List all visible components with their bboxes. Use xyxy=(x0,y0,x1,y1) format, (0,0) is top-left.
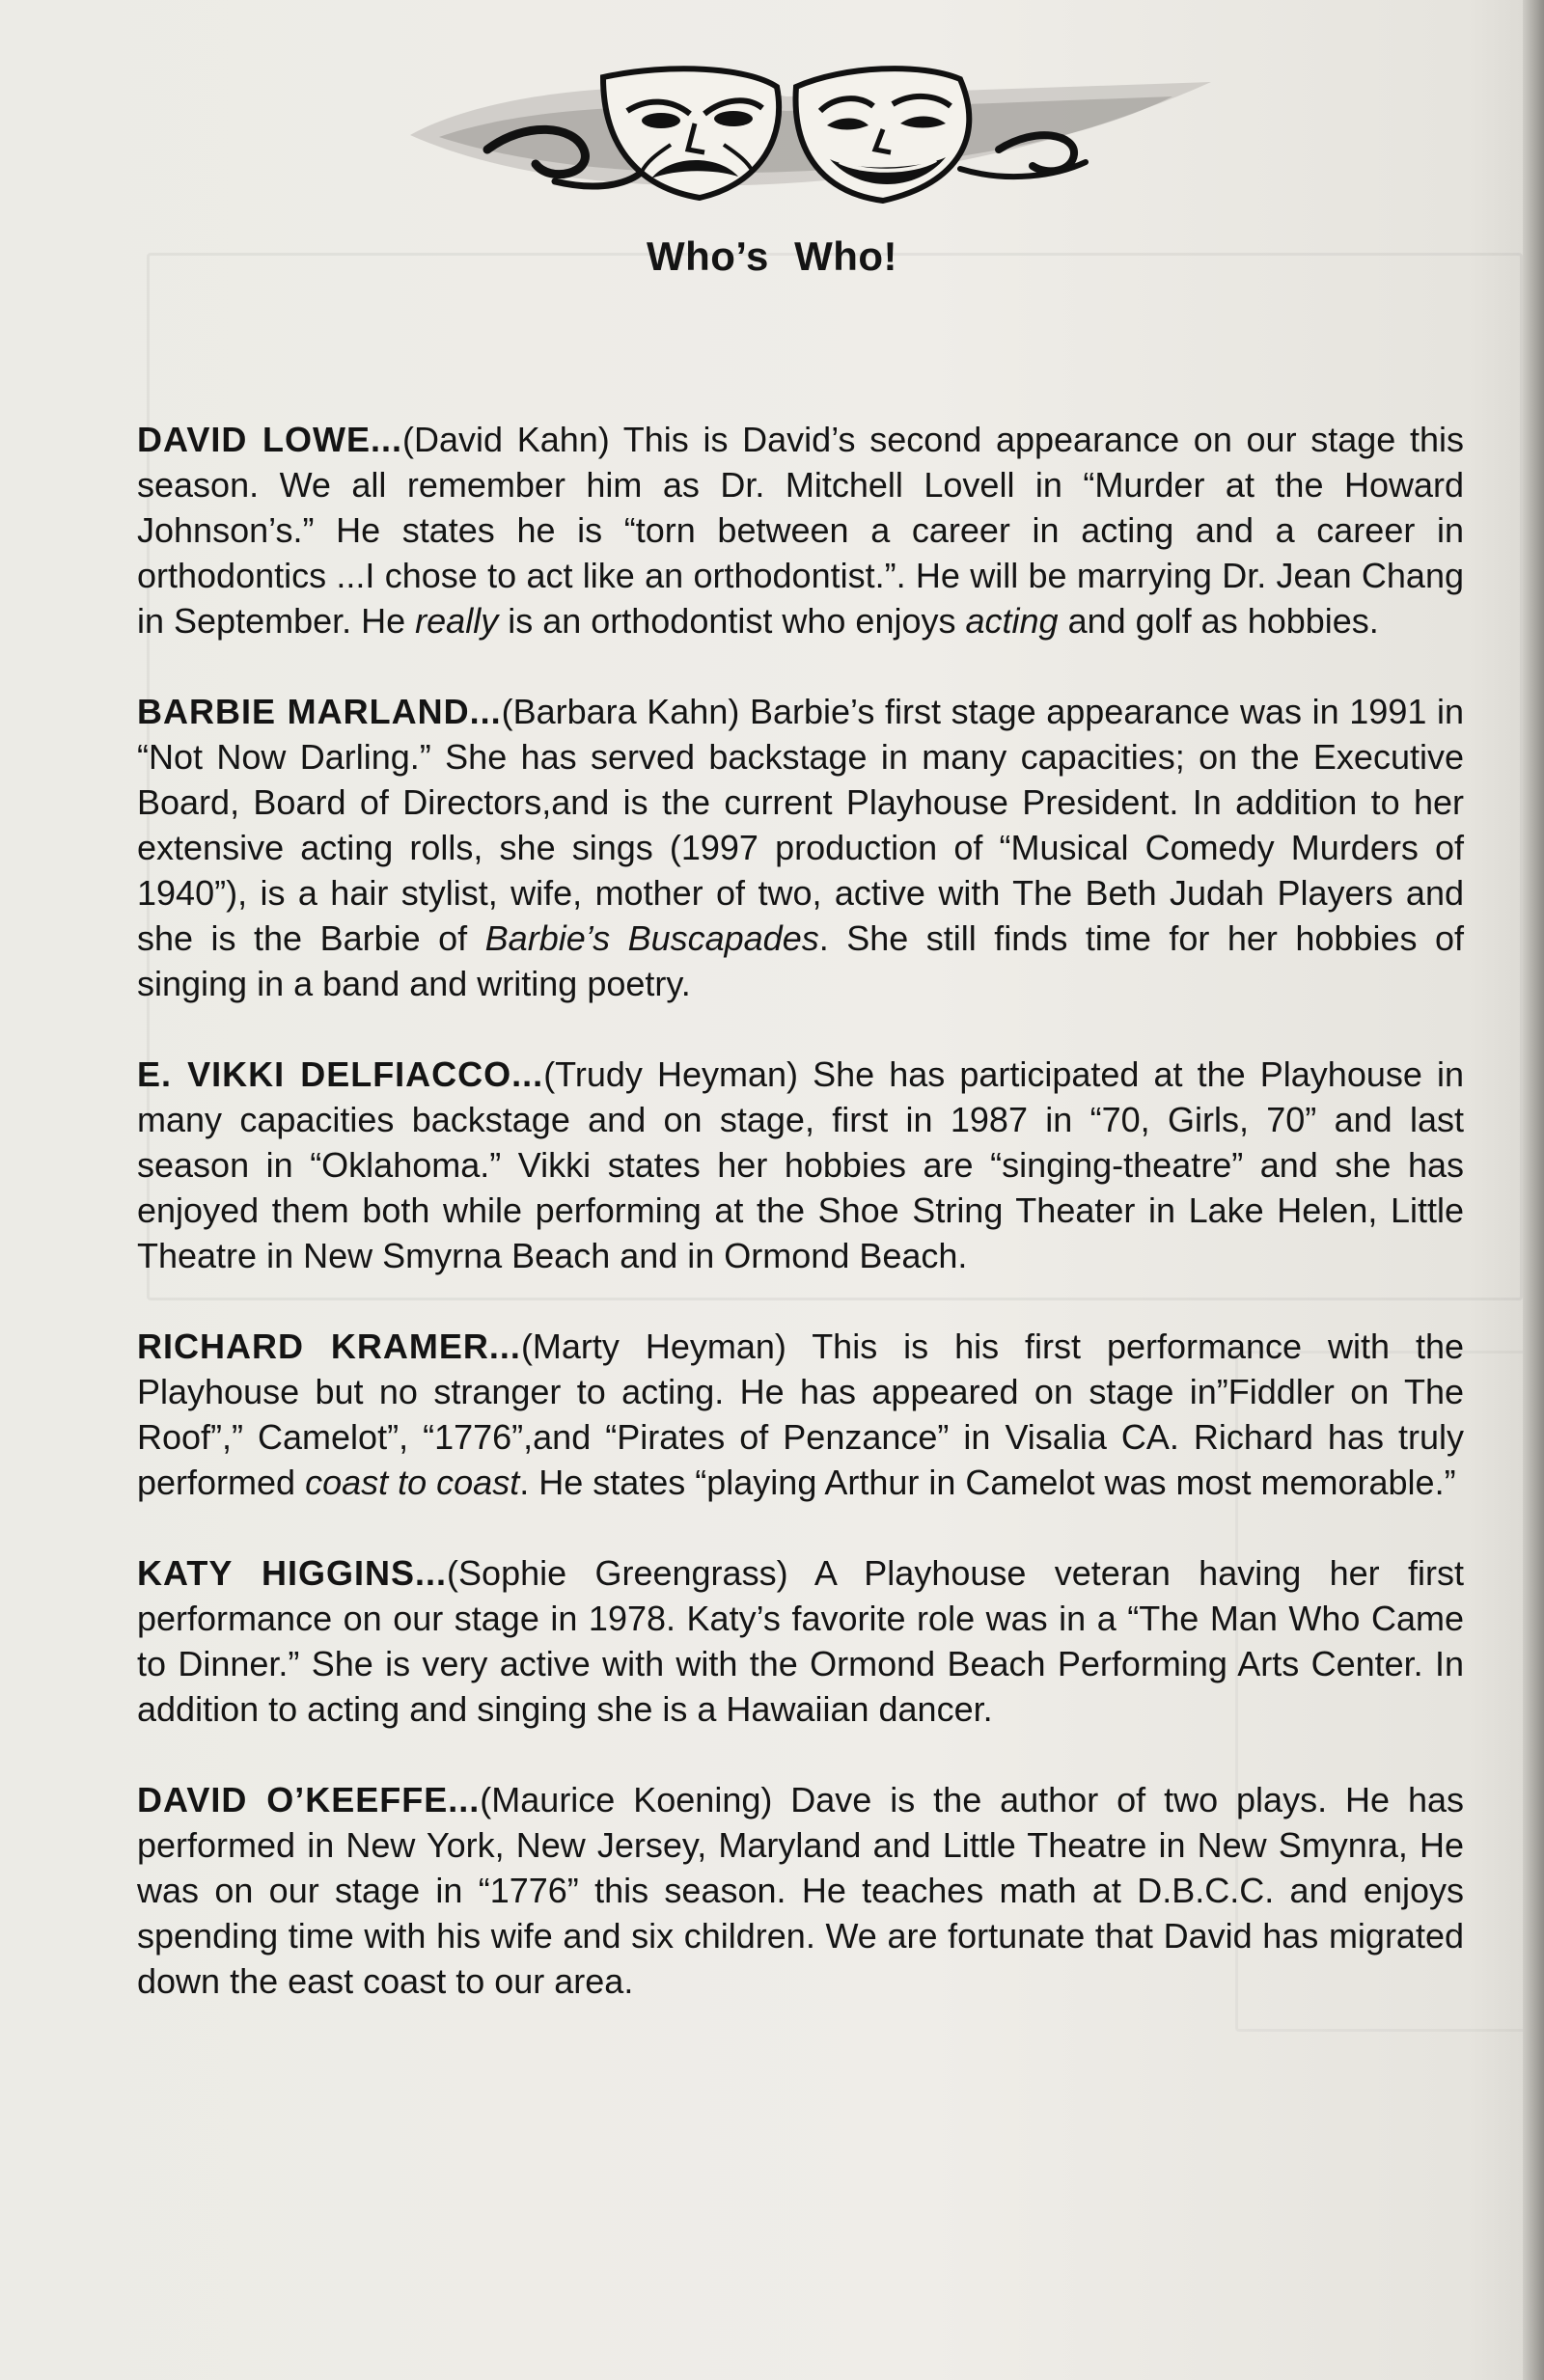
bio-emphasis: really xyxy=(415,601,499,641)
page-title: Who’s Who! xyxy=(646,233,898,279)
bio-text: (Sophie Greengrass) A Playhouse veteran having her first performance on our stage in 1978. Katy’s favorite role was in a “The Man Who Came to Dinner.” She is very active with with the Ormond Beach Performing Arts Center. In addition to acting and singing she is a Hawaiian dancer. xyxy=(137,1553,1464,1729)
comedy-tragedy-masks-icon xyxy=(381,58,1230,212)
page-edge-shadow xyxy=(1523,0,1544,2380)
bio-text: . She still finds time for her hobbies of singing in a band and writing poetry. xyxy=(137,918,1465,1003)
bio-list xyxy=(137,417,1464,2049)
bio-name: BARBIE MARLAND... xyxy=(137,692,502,731)
bio-emphasis: Barbie’s Buscapades xyxy=(484,918,819,958)
bio-text: and golf as hobbies. xyxy=(1058,601,1379,641)
bio-entry xyxy=(137,1324,1464,1505)
comedy-mask-icon xyxy=(796,68,970,201)
bio-name: E. VIKKI DELFIACCO... xyxy=(137,1054,544,1094)
bio-name: DAVID O’KEEFFE... xyxy=(137,1780,481,1819)
bio-entry xyxy=(137,1550,1464,1732)
bio-text: (Marty Heyman) This is his first performance with the Playhouse but no stranger to acting. He has appeared on stage in”Fiddler on The Roof”,” Camelot”, “1776”,and “Pirates of Penzance” in Visalia CA. Richard has truly performed xyxy=(137,1327,1464,1502)
bio-name: KATY HIGGINS... xyxy=(137,1553,448,1593)
bio-text: (David Kahn) This is David’s second appearance on our stage this season. We all remember him as Dr. Mitchell Lovell in “Murder at the Howard Johnson’s.” He states he is “torn between a career in acting and a career in orthodontics ...I chose to act like an orthodontist.”. He will be marrying Dr. Jean Chang in September. He xyxy=(137,420,1464,641)
bio-text: (Barbara Kahn) Barbie’s first stage appearance was in 1991 in “Not Now Darling.” She has served backstage in many capacities; on the Executive Board, Board of Directors,and is the current Playhouse President. In addition to her extensive acting rolls, she sings (1997 production of “Musical Comedy Murders of 1940”), is a hair stylist, wife, mother of two, active with The Beth Judah Players and she is the Barbie of xyxy=(137,692,1464,958)
bio-entry xyxy=(137,1777,1464,2004)
bio-name: DAVID LOWE... xyxy=(137,420,402,459)
bio-text: (Trudy Heyman) She has participated at the Playhouse in many capacities backstage and on stage, first in 1987 in “70, Girls, 70” and last season in “Oklahoma.” Vikki states her hobbies are “singing-theatre” and she has enjoyed them both while performing at the Shoe String Theater in Lake Helen, Little Theatre in New Smyrna Beach and in Ormond Beach. xyxy=(137,1054,1464,1275)
bio-entry xyxy=(137,689,1464,1006)
bio-text: . He states “playing Arthur in Camelot was most memorable.” xyxy=(519,1463,1456,1502)
bio-text: (Maurice Koening) Dave is the author of two plays. He has performed in New York, New Jersey, Maryland and Little Theatre in New Smynra, He was on our stage in “1776” this season. He teaches math at D.B.C.C. and enjoys spending time with his wife and six children. We are fortunate that David has migrated down the east coast to our area. xyxy=(137,1780,1464,2001)
bio-emphasis: acting xyxy=(965,601,1059,641)
bio-entry xyxy=(137,1052,1464,1278)
bio-name: RICHARD KRAMER... xyxy=(137,1327,521,1366)
bio-text: is an orthodontist who enjoys xyxy=(498,601,966,641)
bio-emphasis: coast to coast xyxy=(305,1463,520,1502)
bio-entry xyxy=(137,417,1464,643)
